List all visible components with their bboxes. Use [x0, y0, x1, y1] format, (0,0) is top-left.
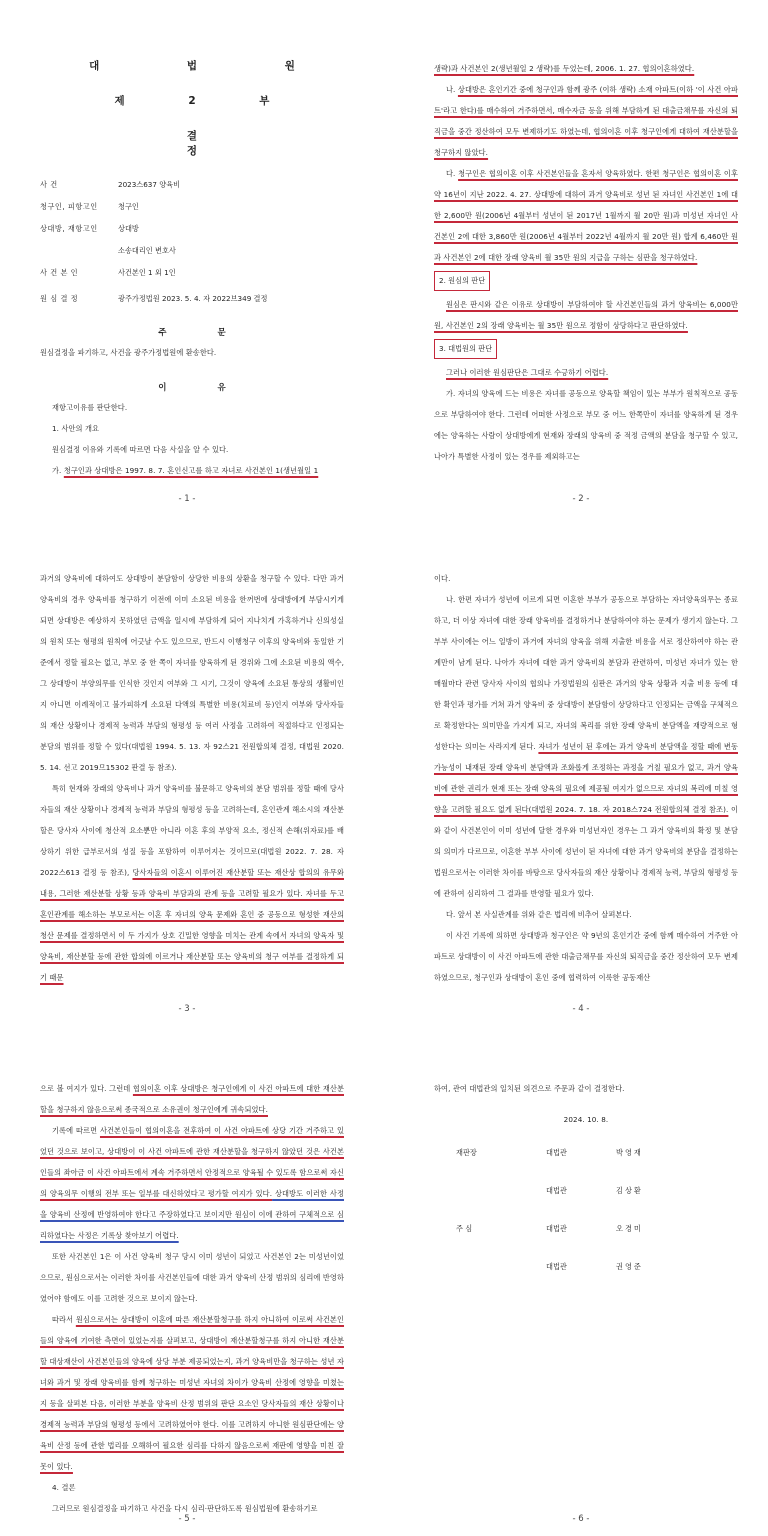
meta-respondent: 상대방, 재항고인 상대방: [40, 224, 139, 233]
conclusion-cont: 하여, 관여 대법관의 일치된 의견으로 주문과 같이 결정한다.: [434, 1084, 625, 1093]
fact-ga: 가. 청구인과 상대방은 1997. 8. 7. 혼인신고를 하고 자녀로 사건본인 1(생년월일 1: [52, 466, 319, 475]
fact-da: 다. 청구인은 협의이혼 이후 사건본인들을 혼자서 양육하였다. 한편 청구인은 협의이혼 이후 약 16년이 지난 2022. 4. 27. 상대방에 대하여 과거 양육비로 성년 된 자녀인 사건본인 1에 대한 2,600만 원(2006년 4월부터 성년이 된 2017년 1월까지 월 20만 원)과 미성년 자녀인 사건본인 2에 대한 3,860만 원(2006년 4월부터 2022년 4월까지 월 20만 원) 합계 6,460만 원과 사건본인 2에 대한 장래 양육비 월 35만 원의 지급을 구하는 심판을 청구하였다.: [434, 169, 738, 262]
order-title: 주 문: [158, 328, 250, 338]
page-6: [404, 1040, 758, 1534]
adult-child-analysis: 또한 사건본인 1은 이 사건 양육비 청구 당시 이미 성년이 되었고 사건본인 2는 미성년이었으므로, 원심으로서는 이러한 차이를 사건본인들에 대한 과거 양육비 산정 범위의 심리에 반영하였어야 함에도 이를 고려한 것으로 보이지 않는다.: [40, 1252, 344, 1303]
decision-title: 결 정: [186, 130, 278, 157]
reason-da-cont: 으로 볼 여지가 있다. 그런데 협의이혼 이후 상대방은 청구인에게 이 사건 아파트에 대한 재산분할을 청구하지 않음으로써 종국적으로 소유권이 청구인에게 귀속되었다.: [40, 1084, 344, 1114]
decision-date: 2024. 10. 8.: [563, 1115, 609, 1124]
reason-ga: 가. 자녀의 양육에 드는 비용은 자녀를 공동으로 양육할 책임이 있는 부부가 원칙적으로 공동으로 부담하여야 한다. 그런데 어떠한 사정으로 부모 중 어느 한쪽만이 자녀를 양육하게 된 경우에는 양육하는 사람이 상대방에게 현재와 장래의 양육비 중 적정 금액의 분담을 청구할 수 있고, 나아가 특별한 사정이 있는 경우를 제외하고는: [434, 389, 738, 461]
reason-na: 나. 한편 자녀가 성년에 이르게 되면 이혼한 부부가 공동으로 부담하는 자녀양육의무는 종료하고, 더 이상 자녀에 대한 장래 양육비를 결정하거나 분담하여야 하는 문제가 생기지 않는다. 그 부부 사이에는 어느 일방이 과거에 자녀의 양육을 위해 지출한 비용을 서로 정산하여야 하는 관계만이 남게 된다. 나아가 자녀에 대한 과거 양육비의 분담과 관련하여, 미성년 자녀가 있는 한 매월마다 관련 당사자 사이의 협의나 가정법원의 심판은 과거의 양육 상황과 지출 비용 등에 대한 확인과 평가를 거쳐 과거 양육비 중 상대방이 분담함이 상당하다고 인정되는 금액을 구체적으로 확정한다는 의미만을 가지게 되고, 자녀의 복리를 위한 장래 양육비 분담액을 재량적으로 형성한다는 의미는 사라지게 된다. 자녀가 성년이 된 후에는 과거 양육비 분담액을 정할 때에 변동 가능성이 내재된 장래 양육비 분담액과 조화롭게 조정하는 과정을 거칠 필요가 없고, 과거 양육비에 관한 권리가 현재 또는 장래 양육의 필요에 제공될 여지가 없으므로 자녀의 복리에 미칠 영향을 고려할 필요도 없게 된다(대법원 2024. 7. 18. 자 2018스724 전원합의체 결정 참조). 이와 같이 사건본인이 이미 성년에 달한 경우와 미성년자인 경우는 그 과거 양육비의 확정 및 분담의 의미가 다르므로, 이혼한 부부 사이에 성년이 된 자녀에 대한 과거 양육비의 분담을 결정하는 법원으로서는 이러한 차이를 바탕으로 당사자들의 재산 상황이나 경제적 능력, 부담의 형평성 등에 관하여 심리하여 그 결과를 반영할 필요가 있다.: [434, 595, 738, 898]
fact-ga-cont: 생략)과 사건본인 2(생년월일 2 생략)를 두었는데, 2006. 1. 27. 협의이혼하였다.: [434, 64, 695, 73]
reason-ga-cont: 과거의 양육비에 대하여도 상대방이 분담함이 상당한 비용의 상환을 청구할 수 있다. 다만 과거 양육비의 경우 양육비를 청구하기 이전에 이미 소요된 비용을 한꺼번에 상대방에게 부담시키게 되면 상대방은 예상하지 못하였던 금액을 일시에 부담하게 되어 지나치게 가혹하거나 신의성실의 원칙 또는 형평의 원칙에 어긋날 수도 있으므로, 반드시 이행청구 이후의 양육비와 동일한 기준에서 정할 필요는 없고, 부모 중 한 쪽이 자녀를 양육하게 된 경위와 그에 소요된 비용의 액수, 그 상대방이 부양의무를 인식한 것인지 여부와 그 시기, 그것이 양육에 소요된 통상의 생활비인지 아니면 이례적이고 불가피하게 소요된 다액의 특별한 비용(치료비 등)인지 여부와 당사자들의 재산 상황이나 경제적 능력과 부담의 형평성 등 여러 사정을 고려하여 적절하다고 인정되는 분담의 범위를 정할 수 있다(대법원 1994. 5. 13. 자 92스21 전원합의체 결정, 대법원 2020. 5. 14. 선고 2019므15302 판결 등 참조).: [40, 574, 344, 772]
section-3-heading: 3. 대법원의 판단: [434, 339, 497, 359]
reason-intro: 재항고이유를 판단한다.: [52, 403, 128, 412]
conclusion-text: 그러므로 원심결정을 파기하고 사건을 다시 심리·판단하도록 원심법원에 환송하기로: [52, 1504, 318, 1513]
page-5: [10, 1040, 364, 1534]
order-text: 원심결정을 파기하고, 사건을 광주가정법원에 환송한다.: [40, 348, 217, 357]
reason-title: 이 유: [158, 383, 250, 393]
page-number: - 6 -: [572, 1514, 590, 1524]
signatures: [434, 1134, 738, 1286]
division: 제 2 부: [114, 95, 300, 107]
signature-row: 대법관 김상환: [546, 1186, 643, 1195]
page-number: - 2 -: [572, 494, 590, 504]
fact-na: 나. 상대방은 혼인기간 중에 청구인과 함께 광주 (이하 생략) 소재 아파트(이하 '이 사건 아파트'라고 한다)를 매수하여 거주하면서, 매수자금 등을 위해 부담하게 된 대출금채무를 자신의 퇴직금을 중간 정산하여 모두 변제하기도 하였는데, 협의이혼 이후 청구인에게 대하여 재산분할을 청구하지 않았다.: [434, 85, 738, 157]
conclusion-reason: 따라서 원심으로서는 상대방이 이혼에 따른 재산분할청구를 하지 아니하여 이로써 사건본인들의 양육에 기여한 측면이 있었는지를 살펴보고, 상대방이 재산분할청구를 하지 아니한 재산분할 대상재산이 사건본인들의 양육에 상당 부분 제공되었는지, 과거 양육비만을 청구하는 성년 자녀와 과거 및 장래 양육비를 함께 청구하는 미성년 자녀의 차이가 양육비 산정에 영향을 미쳤는지 등을 살펴본 다음, 이러한 부분을 양육비 산정 범위의 판단 요소인 당사자들의 재산 상황이나 경제적 능력과 부담의 형평성 등에서 고려하였어야 한다. 이를 고려하지 아니한 원심판단에는 양육비 산정 등에 관한 법리를 오해하여 필요한 심리를 다하지 않음으로써 재판에 영향을 미친 잘못이 있다.: [40, 1315, 345, 1471]
meta-petitioner: 청구인, 피항고인 청구인: [40, 202, 139, 211]
signature-row: 주 심 대법관 오경미: [456, 1224, 643, 1233]
facts-intro: 원심결정 이유와 기록에 따르면 다음 사실을 알 수 있다.: [52, 445, 229, 454]
reason-da: 이 사건 기록에 의하면 상대방과 청구인은 약 9년의 혼인기간 중에 함께 매수하여 거주한 아파트로 상대방이 이 사건 아파트에 관한 대출금채무를 자신의 퇴직금을 중간 정산하여 모두 변제하였으므로, 청구인과 상대방이 혼인 중에 협력하여 이룩한 공동재산: [434, 931, 738, 982]
page-3: [10, 530, 364, 1024]
section-2-heading: 2. 원심의 판단: [434, 271, 490, 291]
page-number: - 4 -: [572, 1004, 590, 1014]
meta-case: 사 건 2023스637 양육비: [40, 180, 181, 189]
reason-da-intro: 다. 앞서 본 사실관계를 위와 같은 법리에 비추어 살펴본다.: [446, 910, 632, 919]
meta-lower-decision: 원 심 결 정 광주가정법원 2023. 5. 4. 자 2022브349 결정: [40, 294, 268, 303]
page-2: [404, 20, 758, 514]
section-1-heading: 1. 사안의 개요: [52, 424, 100, 433]
lower-court-judgment: 원심은 판시와 같은 이유로 상대방이 부담하여야 할 사건본인들의 과거 양육비는 6,000만 원, 사건본인 2의 장래 양육비는 월 35만 원으로 정함이 상당하다고 판단하였다.: [434, 300, 738, 330]
case-meta: [40, 174, 344, 310]
court-name: 대 법 원: [89, 60, 337, 72]
record-analysis: 기록에 따르면 사건본인들이 협의이혼을 전후하여 이 사건 아파트에 상당 기간 거주하고 있었던 것으로 보이고, 상대방이 이 사건 아파트에 관한 재산분할을 청구하지 않았던 것은 사건본인들의 좌아금 이 사건 아파트에서 계속 거주하면서 안정적으로 양육될 수 있도록 함으로써 자신의 양육의무 이행의 전부 또는 일부를 대신하였다고 평가할 여지가 있다. 상대방도 이러한 사정을 양육비 산정에 반영하여야 한다고 주장하였다고 보이지만 원심이 이에 관하여 구체적으로 심리하였다는 사정은 기록상 찾아보기 어렵다.: [40, 1126, 344, 1240]
meta-subject: 사 건 본 인 사건본인 1 외 1인: [40, 268, 176, 277]
page-number: - 1 -: [178, 494, 196, 504]
signature-row: 재판장 대법관 박영재: [456, 1148, 643, 1157]
page-number: - 3 -: [178, 1004, 196, 1014]
signature-row: 대법관 권영준: [546, 1262, 643, 1271]
reason-ga-end: 이다.: [434, 574, 451, 583]
page-1: [10, 20, 364, 514]
page-4: [404, 530, 758, 1024]
page-number: - 5 -: [178, 1514, 196, 1524]
reason-special: 특히 현재와 장래의 양육비나 과거 양육비를 불문하고 양육비의 분담 범위를 정할 때에 당사자들의 재산 상황이나 경제적 능력과 부담의 형평성 등을 고려하는데, 혼인관계 해소시의 재산분할은 당사자 사이에 청산적 요소뿐만 아니라 이혼 후의 부양적 요소, 정신적 손해(위자료)를 배상하기 위한 급부로서의 성질 등을 포함하여 이루어지는 것이므로(대법원 2022. 7. 28. 자 2022스613 결정 등 참조), 당사자들의 이혼시 이루어진 재산분할 또는 재산상 합의의 유무와 내용, 그러한 재산분할 상황 등과 양육비 부담과의 관계 등을 고려할 필요가 있다. 자녀를 두고 혼인관계를 해소하는 부모로서는 이혼 후 자녀의 양육 문제와 혼인 중 공동으로 형성한 재산의 청산 문제를 결정하면서 이 두 가지가 상호 긴밀한 영향을 미치는 관계 속에서 자녀의 양육자 및 양육비, 재산분할 등에 관한 합의에 이르거나 재산분할 또는 양육비의 청구 여부를 결정하게 되기 때문: [40, 784, 344, 982]
supreme-court-intro: 그러나 이러한 원심판단은 그대로 수긍하기 어렵다.: [446, 368, 609, 377]
meta-attorney: 소송대리인 변호사: [118, 246, 176, 255]
section-4-heading: 4. 결론: [52, 1483, 76, 1492]
highlight-marriage: 청구인과 상대방은 1997. 8. 7. 혼인신고를 하고 자녀로 사건본인 1(생년월일 1: [63, 466, 319, 475]
